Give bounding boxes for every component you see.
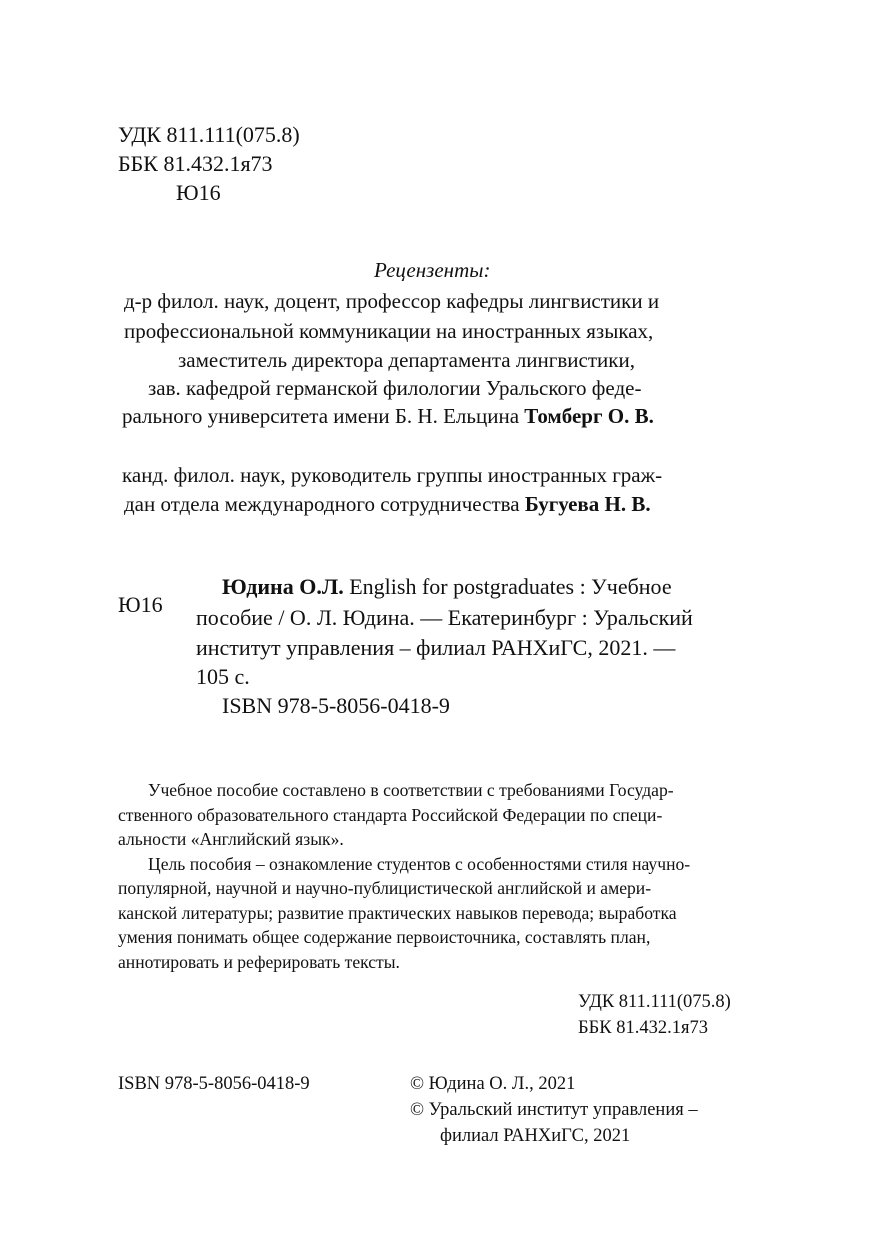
bib-title: English for postgraduates : Учебное: [343, 574, 672, 599]
reviewer2-name: Бугуева Н. В.: [524, 492, 651, 516]
reviewer1-line: рального университета имени Б. Н. Ельцина: [122, 404, 525, 428]
annotation-line: альности «Английский язык».: [118, 829, 344, 849]
reviewer1-line: профессиональной коммуникации на иностранных языках,: [124, 319, 654, 343]
annotation-line: умения понимать общее содержание первоисточника, составлять план,: [118, 927, 651, 947]
annotation-line: Учебное пособие составлено в соответствии с требованиями Государ-: [148, 780, 674, 800]
isbn-bottom: ISBN 978-5-8056-0418-9: [118, 1074, 310, 1094]
bib-author-sign: Ю16: [118, 592, 163, 617]
reviewer2-line: канд. филол. наук, руководитель группы иностранных граж-: [122, 463, 663, 487]
bib-isbn: ISBN 978-5-8056-0418-9: [222, 693, 450, 718]
udk-code-top: УДК 811.111(075.8): [118, 122, 300, 147]
bib-line-2: пособие / О. Л. Юдина. — Екатеринбург : Уральский: [196, 605, 693, 630]
reviewer1-last-line: [122, 401, 654, 431]
copyright-institute: © Уральский институт управления –: [410, 1100, 698, 1120]
bib-line-3: институт управления – филиал РАНХиГС, 2021. —: [196, 635, 676, 660]
bbk-code-bottom: ББК 81.432.1я73: [578, 1018, 708, 1038]
udk-code-bottom: УДК 811.111(075.8): [578, 992, 731, 1012]
reviewers-heading: Рецензенты:: [374, 258, 491, 282]
reviewer1-line: д-р филол. наук, доцент, профессор кафедры лингвистики и: [124, 289, 660, 313]
reviewer2-line: дан отдела международного сотрудничества: [124, 492, 525, 516]
author-sign-top: Ю16: [176, 180, 221, 205]
reviewer1-name: Томберг О. В.: [524, 404, 654, 428]
copyright-institute-cont: филиал РАНХиГС, 2021: [440, 1126, 631, 1146]
annotation-line: Цель пособия – ознакомление студентов с особенностями стиля научно-: [148, 854, 691, 874]
bbk-code-top: ББК 81.432.1я73: [118, 151, 273, 176]
reviewer1-line: зав. кафедрой германской филологии Уральского феде-: [148, 376, 642, 400]
annotation-line: аннотировать и реферировать тексты.: [118, 952, 400, 972]
reviewer2-last-line: [124, 489, 651, 519]
annotation-line: канской литературы; развитие практических навыков перевода; выработка: [118, 903, 677, 923]
bib-line-4: 105 с.: [196, 664, 250, 689]
copyright-author: © Юдина О. Л., 2021: [410, 1074, 576, 1094]
annotation-line: ственного образовательного стандарта Российской Федерации по специ-: [118, 805, 663, 825]
bib-line-1: [222, 572, 672, 602]
bib-author: Юдина О.Л.: [222, 574, 344, 599]
reviewer1-line: заместитель директора департамента лингвистики,: [178, 348, 635, 372]
annotation-line: популярной, научной и научно-публицистической английской и амери-: [118, 878, 652, 898]
